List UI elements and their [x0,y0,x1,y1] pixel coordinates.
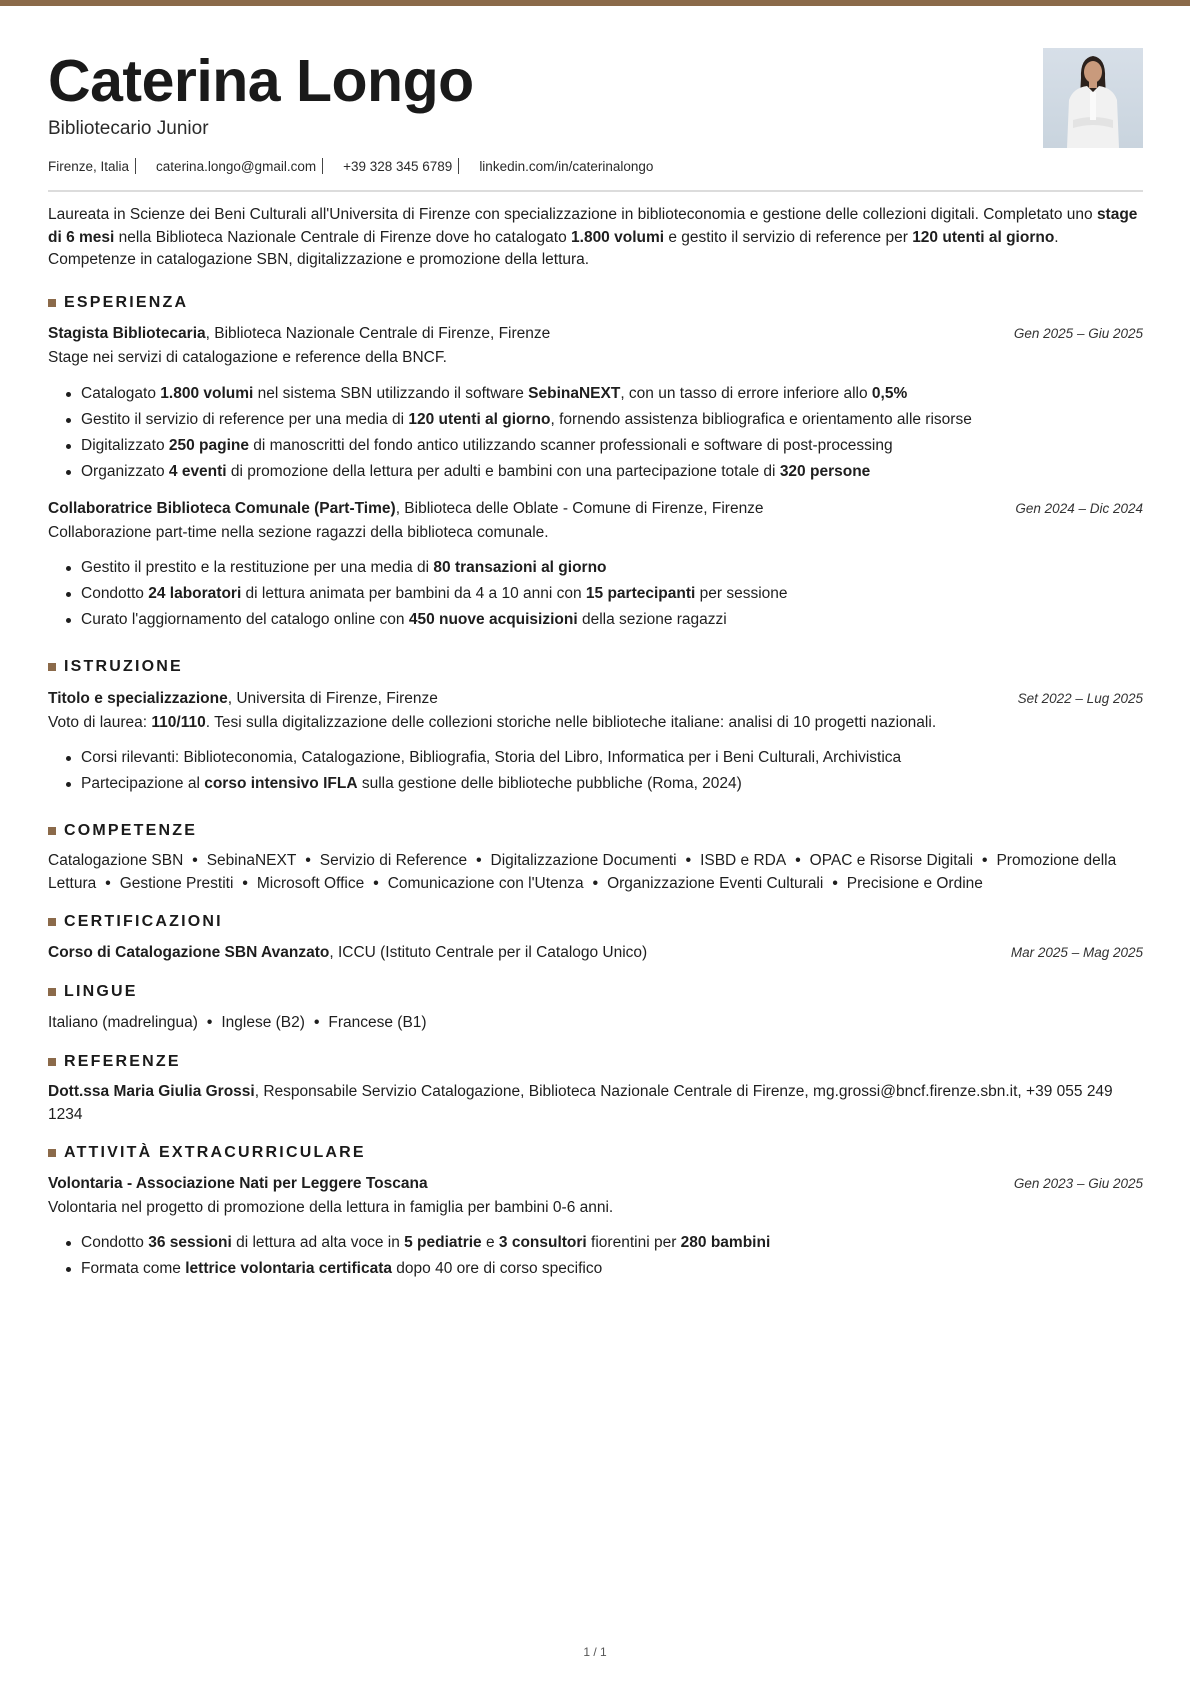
contact-linkedin[interactable]: linkedin.com/in/caterinalongo [479,158,654,174]
section-square-icon [48,918,56,926]
skill-item: Gestione Prestiti [119,874,234,892]
section-square-icon [48,827,56,835]
bullet-item: Gestito il prestito e la restituzione per una media di 80 transazioni al giorno [48,555,1143,581]
skill-item: Digitalizzazione Documenti [490,852,677,869]
bullet-item: Organizzato 4 eventi di promozione della lettura per adulti e bambini con una partecipazione totale di 320 persone [48,459,1143,485]
section-title-text: ISTRUZIONE [64,658,183,675]
resume-header [48,0,1143,192]
section-title-text: ATTIVITÀ EXTRACURRICULARE [64,1144,366,1161]
bullet-item: Condotto 24 laboratori di lettura animata per bambini da 4 a 10 anni con 15 partecipanti per sessione [48,581,1143,607]
job-date: Gen 2024 – Dic 2024 [1015,501,1143,516]
education-description: Voto di laurea: 110/110. Tesi sulla digitalizzazione delle collezioni storiche nelle biblioteche italiane: analisi di 10 progetti nazionali. [48,714,937,731]
bullet-separator: • [206,1014,213,1031]
job-organization: , Biblioteca Nazionale Centrale di Firenze, Firenze [205,325,551,342]
contact-phone[interactable]: +39 328 345 6789 [343,158,453,174]
page-number: 1 / 1 [583,1645,607,1659]
section-title-text: LINGUE [64,983,138,1000]
section-square-icon [48,1058,56,1066]
section-title-languages [48,983,138,1001]
skill-item: ISBD e RDA [700,852,787,869]
bullet-separator: • [795,852,801,869]
bullet-item: Catalogato 1.800 volumi nel sistema SBN utilizzando il software SebinaNEXT, con un tasso di errore inferiore allo 0,5% [48,381,1143,407]
summary-text: . Competenze in catalogazione SBN, digitalizzazione e promozione della lettura. [48,228,1059,268]
contact-email[interactable]: caterina.longo@gmail.com [156,158,317,174]
bullet-separator: • [105,874,111,892]
education-entry-header [48,690,1143,708]
summary-text: Laureata in Scienze dei Beni Culturali all'Universita di Firenze con specializzazione in biblioteconomia e gestione delle collezioni digitali. Completato uno [48,206,1097,223]
skill-item: Promozione della Lettura [48,852,1117,892]
certification-name: Corso di Catalogazione SBN Avanzato [48,944,330,961]
section-title-text: COMPETENZE [64,822,198,839]
summary-highlight: 120 utenti al giorno [912,228,1055,246]
extracurricular-entry-header [48,1175,1143,1193]
header-divider [48,190,1143,192]
experience-entry-1-header [48,325,1143,343]
section-title-skills [48,822,197,840]
contact-location: Firenze, Italia [48,158,130,174]
bullet-item: Condotto 36 sessioni di lettura ad alta voce in 5 pediatrie e 3 consultori fiorentini per 280 bambini [48,1230,1143,1256]
section-square-icon [48,663,56,671]
activity-description: Volontaria nel progetto di promozione della lettura in famiglia per bambini 0-6 anni. [48,1199,614,1216]
job-title: Bibliotecario Junior [48,118,209,139]
separator [322,158,323,174]
section-square-icon [48,1149,56,1157]
bullet-separator: • [192,852,198,869]
contact-info [48,158,653,174]
language-item: Inglese (B2) [221,1014,305,1031]
bullet-separator: • [305,852,311,869]
skill-item: OPAC e Risorse Digitali [809,852,974,869]
job-role: Stagista Bibliotecaria [48,325,206,342]
summary-text: e gestito il servizio di reference per [664,228,913,246]
bullet-item: Formata come lettrice volontaria certificata dopo 40 ore di corso specifico [48,1256,1143,1282]
reference-entry [48,1081,1143,1126]
bullet-item: Digitalizzato 250 pagine di manoscritti del fondo antico utilizzando scanner professionali e software di post-processing [48,433,1143,459]
reference-details: , Responsabile Servizio Catalogazione, Biblioteca Nazionale Centrale di Firenze, mg.grossi@bncf.firenze.sbn.it, +39 055 249 1234 [48,1083,1113,1123]
experience-entry-1-bullets [48,381,1143,485]
section-title-experience [48,294,188,312]
section-square-icon [48,299,56,307]
skill-item: Precisione e Ordine [846,874,983,892]
bullet-separator: • [313,1014,320,1031]
resume-page [48,0,1143,1277]
extracurricular-bullets [48,1230,1143,1282]
separator [135,158,136,174]
bullet-separator: • [242,874,248,892]
education-date: Set 2022 – Lug 2025 [1017,691,1143,706]
language-item: Francese (B1) [328,1014,427,1031]
bullet-separator: • [476,852,482,869]
job-role: Collaboratrice Biblioteca Comunale (Part-Time) [48,500,396,517]
bullet-item: Corsi rilevanti: Biblioteconomia, Catalogazione, Bibliografia, Storia del Libro, Informatica per i Beni Culturali, Archivistica [48,745,1143,771]
degree-title: Titolo e specializzazione [48,690,228,707]
experience-entry-2-bullets [48,555,1143,633]
bullet-separator: • [373,874,379,892]
job-date: Gen 2025 – Giu 2025 [1013,326,1143,341]
job-description: Stage nei servizi di catalogazione e reference della BNCF. [48,349,447,366]
section-title-text: REFERENZE [64,1053,181,1070]
skill-item: Catalogazione SBN [48,852,184,869]
certification-entry [48,944,1143,962]
bullet-item: Gestito il servizio di reference per una media di 120 utenti al giorno, fornendo assistenza bibliografica e orientamento alle risorse [48,407,1143,433]
skill-item: SebinaNEXT [206,852,297,869]
skill-item: Microsoft Office [256,874,365,892]
certification-date: Mar 2025 – Mag 2025 [1010,945,1143,960]
activity-date: Gen 2023 – Giu 2025 [1013,1176,1143,1191]
profile-summary [48,204,1143,272]
job-organization: , Biblioteca delle Oblate - Comune di Firenze, Firenze [395,500,764,517]
person-portrait-icon [1043,48,1143,148]
bullet-separator: • [685,852,692,869]
languages-list [48,1012,1143,1035]
section-title-text: ESPERIENZA [64,294,189,311]
education-bullets [48,745,1143,797]
profile-photo [1043,48,1143,148]
job-description: Collaborazione part-time nella sezione ragazzi della biblioteca comunale. [48,524,549,541]
section-title-extracurricular [48,1144,366,1162]
skills-list [48,850,1143,895]
section-title-certifications [48,913,223,931]
bullet-item: Curato l'aggiornamento del catalogo online con 450 nuove acquisizioni della sezione ragazzi [48,607,1143,633]
bullet-separator: • [592,874,599,892]
separator [458,158,459,174]
section-square-icon [48,988,56,996]
section-title-references [48,1053,181,1071]
bullet-separator: • [982,852,988,869]
section-title-text: CERTIFICAZIONI [64,913,223,930]
skill-item: Comunicazione con l'Utenza [387,874,584,892]
skill-item: Organizzazione Eventi Culturali [607,874,824,892]
bullet-separator: • [832,874,838,892]
skill-item: Servizio di Reference [319,852,468,869]
summary-text: nella Biblioteca Nazionale Centrale di Firenze dove ho catalogato [114,228,572,246]
summary-highlight: stage di 6 mesi [48,206,1138,246]
reference-name: Dott.ssa Maria Giulia Grossi [48,1083,255,1100]
certification-issuer: , ICCU (Istituto Centrale per il Catalogo Unico) [329,944,648,961]
activity-role: Volontaria - Associazione Nati per Leggere Toscana [48,1175,428,1192]
summary-highlight: 1.800 volumi [571,228,665,246]
school-name: , Universita di Firenze, Firenze [227,690,438,707]
candidate-name: Caterina Longo [48,48,474,114]
language-item: Italiano (madrelingua) [48,1014,198,1031]
section-title-education [48,658,183,676]
bullet-item: Partecipazione al corso intensivo IFLA sulla gestione delle biblioteche pubbliche (Roma, 2024) [48,771,1143,797]
experience-entry-2-header [48,500,1143,518]
